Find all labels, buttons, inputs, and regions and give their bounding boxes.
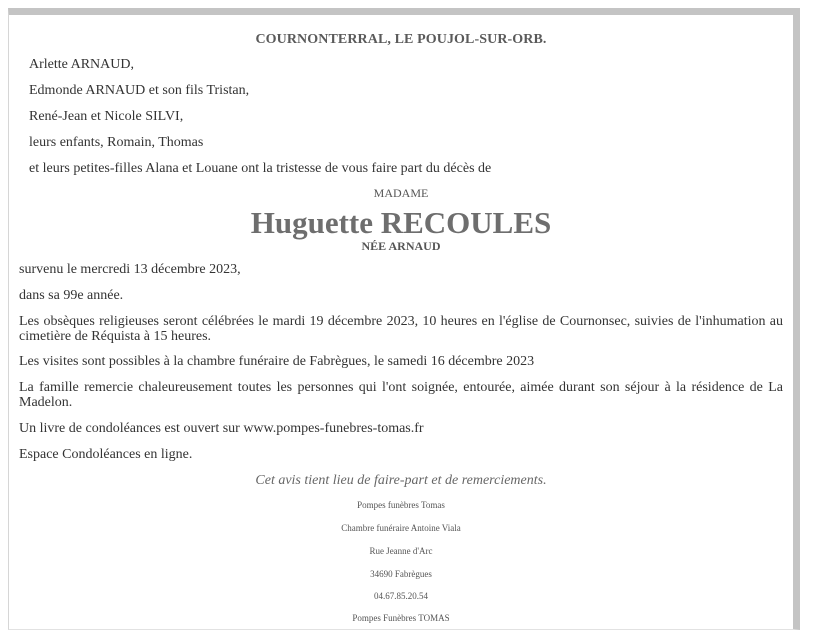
funeral-home-phone: 04.67.85.20.54 — [374, 591, 428, 601]
notice-paragraph: survenu le mercredi 13 décembre 2023, — [19, 262, 241, 277]
notice-location-title: COURNONTERRAL, LE POUJOL-SUR-ORB. — [255, 32, 547, 47]
family-line: Arlette ARNAUD, — [29, 57, 134, 72]
online-condolences-text: Espace Condoléances en ligne. — [19, 447, 193, 462]
maiden-name: NÉE ARNAUD — [361, 239, 441, 253]
notice-frame — [8, 8, 800, 630]
family-line: et leurs petites-filles Alana et Louane ont la tristesse de vous faire part du décès de — [29, 161, 492, 176]
family-line: Edmonde ARNAUD et son fils Tristan, — [29, 83, 250, 98]
family-line: René-Jean et Nicole SILVI, — [29, 109, 184, 124]
deceased-name: Huguette RECOULES — [250, 205, 552, 240]
funeral-home-signature: Pompes Funèbres TOMAS — [352, 613, 450, 623]
funeral-home-street: Rue Jeanne d'Arc — [369, 546, 433, 556]
notice-paragraph: dans sa 99e année. — [19, 288, 124, 303]
condolence-book-text: Un livre de condoléances est ouvert sur www.pompes-funebres-tomas.fr — [19, 421, 424, 436]
honorific: MADAME — [373, 186, 429, 200]
notice-paragraph: Les visites sont possibles à la chambre funéraire de Fabrègues, le samedi 16 décembre 2023 — [19, 354, 535, 369]
notice-paragraph: La famille remercie chaleureusement toutes les personnes qui l'ont soignée, entourée, aimée durant son séjour à la résidence de La Madelon. — [19, 380, 783, 410]
family-line: leurs enfants, Romain, Thomas — [29, 135, 204, 150]
funeral-chamber-name: Chambre funéraire Antoine Viala — [341, 523, 461, 533]
notice-paragraph: Les obsèques religieuses seront célébrées le mardi 19 décembre 2023, 10 heures en l'église de Cournonsec, suivies de l'inhumation au cimetière de Réquista à 15 heures. — [19, 314, 783, 344]
closing-statement: Cet avis tient lieu de faire-part et de remerciements. — [255, 473, 547, 488]
funeral-home-name: Pompes funèbres Tomas — [357, 500, 445, 510]
funeral-home-city: 34690 Fabrègues — [370, 569, 432, 579]
